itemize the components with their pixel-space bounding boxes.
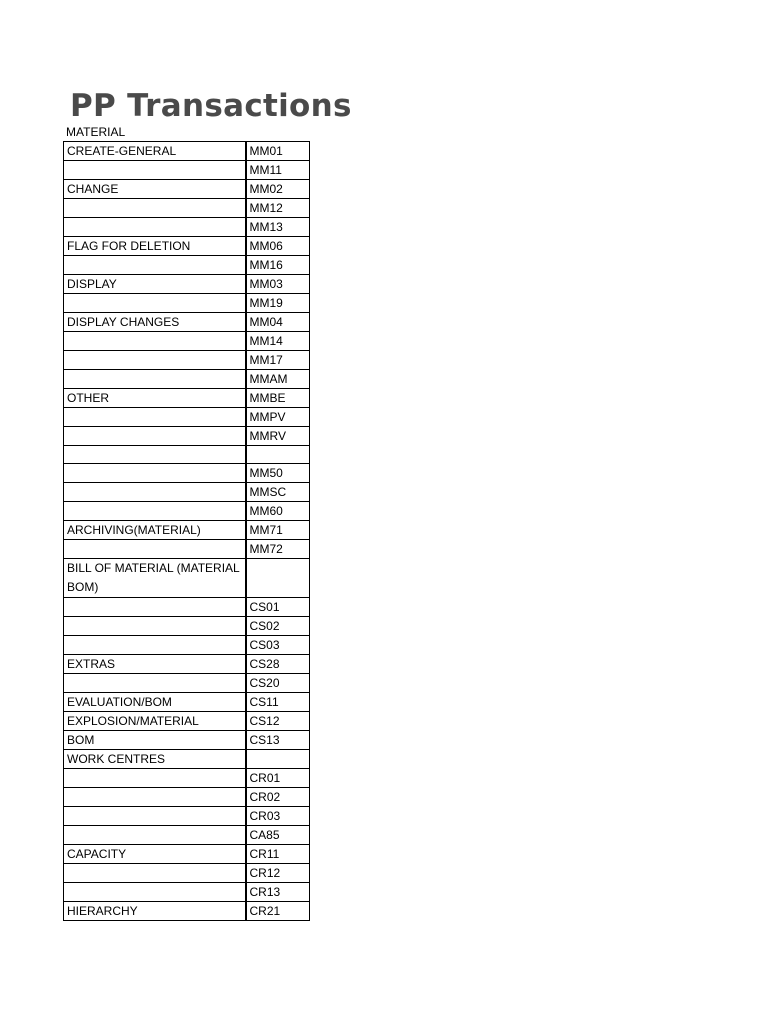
row-transaction-code: MM72: [246, 540, 310, 559]
table-row: [64, 294, 310, 313]
row-description: HIERARCHY: [64, 902, 246, 921]
row-description: CAPACITY: [64, 845, 246, 864]
table-row: [64, 598, 310, 617]
table-row: [64, 807, 310, 826]
row-transaction-code: CS03: [246, 636, 310, 655]
row-description: [64, 636, 246, 655]
table-row: [64, 902, 310, 921]
table-row: [64, 655, 310, 674]
row-description: [64, 446, 246, 464]
row-description: [64, 807, 246, 826]
row-transaction-code: CR21: [246, 902, 310, 921]
row-transaction-code: MM14: [246, 332, 310, 351]
table-row: [64, 408, 310, 427]
table-row: [64, 883, 310, 902]
row-description: [64, 294, 246, 313]
table-row: [64, 502, 310, 521]
table-row: [64, 180, 310, 199]
row-transaction-code: CR01: [246, 769, 310, 788]
row-transaction-code: CS12: [246, 712, 310, 731]
page-title: PP Transactions: [70, 88, 352, 124]
row-transaction-code: MMBE: [246, 389, 310, 408]
row-description: [64, 161, 246, 180]
row-transaction-code: MM13: [246, 218, 310, 237]
section-label: MATERIAL: [66, 125, 126, 139]
row-transaction-code: MM71: [246, 521, 310, 540]
transaction-table-body: [64, 142, 310, 921]
table-row: [64, 218, 310, 237]
row-description: [64, 598, 246, 617]
row-transaction-code: MMSC: [246, 483, 310, 502]
row-transaction-code: [246, 559, 310, 598]
row-transaction-code: MM19: [246, 294, 310, 313]
row-transaction-code: MM03: [246, 275, 310, 294]
table-row: [64, 636, 310, 655]
table-row: [64, 351, 310, 370]
row-transaction-code: MM60: [246, 502, 310, 521]
row-description: [64, 864, 246, 883]
row-transaction-code: MM50: [246, 464, 310, 483]
row-transaction-code: CS02: [246, 617, 310, 636]
row-description: [64, 351, 246, 370]
table-row: [64, 332, 310, 351]
table-row: [64, 845, 310, 864]
table-row: [64, 769, 310, 788]
row-description: CHANGE: [64, 180, 246, 199]
row-description: EXPLOSION/MATERIAL: [64, 712, 246, 731]
row-description: DISPLAY CHANGES: [64, 313, 246, 332]
row-transaction-code: MM11: [246, 161, 310, 180]
row-transaction-code: MM06: [246, 237, 310, 256]
row-description: [64, 883, 246, 902]
row-description: EXTRAS: [64, 655, 246, 674]
table-row: [64, 446, 310, 464]
row-description: [64, 427, 246, 446]
table-row: [64, 389, 310, 408]
table-row: [64, 370, 310, 389]
row-transaction-code: CS28: [246, 655, 310, 674]
table-row: [64, 142, 310, 161]
row-transaction-code: CS20: [246, 674, 310, 693]
row-description: [64, 256, 246, 275]
row-transaction-code: MM12: [246, 199, 310, 218]
row-transaction-code: MMPV: [246, 408, 310, 427]
row-description: DISPLAY: [64, 275, 246, 294]
table-row: [64, 313, 310, 332]
row-description: EVALUATION/BOM: [64, 693, 246, 712]
table-row: [64, 731, 310, 750]
row-transaction-code: MM02: [246, 180, 310, 199]
table-row: [64, 483, 310, 502]
row-transaction-code: CR02: [246, 788, 310, 807]
row-transaction-code: CS11: [246, 693, 310, 712]
table-row: [64, 712, 310, 731]
row-transaction-code: CS01: [246, 598, 310, 617]
table-row: [64, 826, 310, 845]
row-transaction-code: CS13: [246, 731, 310, 750]
table-row: [64, 559, 310, 598]
table-row: [64, 788, 310, 807]
row-description: [64, 540, 246, 559]
row-description: [64, 826, 246, 845]
row-description: [64, 788, 246, 807]
row-description: [64, 370, 246, 389]
row-description: OTHER: [64, 389, 246, 408]
table-row: [64, 617, 310, 636]
row-transaction-code: [246, 750, 310, 769]
row-transaction-code: MMRV: [246, 427, 310, 446]
table-row: [64, 275, 310, 294]
row-description: [64, 199, 246, 218]
row-transaction-code: [246, 446, 310, 464]
row-description: BOM: [64, 731, 246, 750]
table-row: [64, 256, 310, 275]
transaction-table: [63, 141, 310, 921]
table-row: [64, 693, 310, 712]
table-row: [64, 521, 310, 540]
row-description: ARCHIVING(MATERIAL): [64, 521, 246, 540]
row-transaction-code: MM17: [246, 351, 310, 370]
row-transaction-code: CR03: [246, 807, 310, 826]
row-transaction-code: MM16: [246, 256, 310, 275]
row-description: WORK CENTRES: [64, 750, 246, 769]
row-transaction-code: MMAM: [246, 370, 310, 389]
row-description: [64, 769, 246, 788]
row-description: [64, 502, 246, 521]
table-row: [64, 750, 310, 769]
row-transaction-code: CA85: [246, 826, 310, 845]
row-description: [64, 218, 246, 237]
row-description: [64, 674, 246, 693]
row-description: CREATE-GENERAL: [64, 142, 246, 161]
row-transaction-code: CR11: [246, 845, 310, 864]
row-description: FLAG FOR DELETION: [64, 237, 246, 256]
table-row: [64, 540, 310, 559]
table-row: [64, 237, 310, 256]
row-transaction-code: CR12: [246, 864, 310, 883]
row-description: [64, 483, 246, 502]
row-description: [64, 332, 246, 351]
row-description: [64, 617, 246, 636]
row-transaction-code: MM01: [246, 142, 310, 161]
row-description: [64, 408, 246, 427]
row-description: [64, 464, 246, 483]
table-row: [64, 161, 310, 180]
row-transaction-code: MM04: [246, 313, 310, 332]
row-transaction-code: CR13: [246, 883, 310, 902]
table-row: [64, 464, 310, 483]
table-row: [64, 427, 310, 446]
table-row: [64, 674, 310, 693]
table-row: [64, 199, 310, 218]
row-description: BILL OF MATERIAL (MATERIAL BOM): [64, 559, 246, 598]
table-row: [64, 864, 310, 883]
